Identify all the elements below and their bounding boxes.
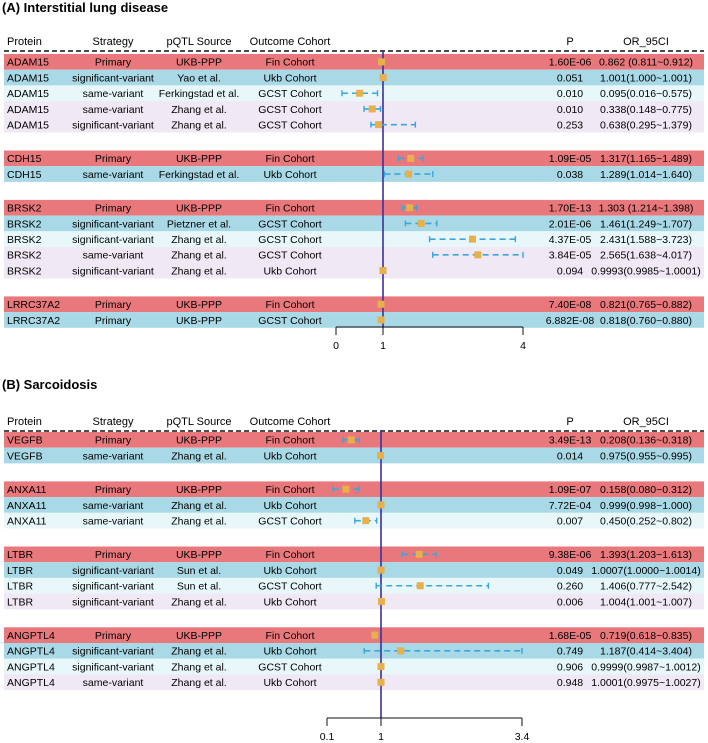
or-ci-cell: 0.095(0.016~0.575)	[600, 88, 692, 101]
point-estimate	[378, 316, 385, 323]
p-value-cell: 2.01E-06	[548, 218, 592, 231]
protein-cell: VEGFB	[7, 434, 43, 447]
pqtl-source-cell: UKB-PPP	[175, 153, 223, 166]
or-ci-cell: 1.406(0.777~2.542)	[600, 580, 692, 593]
or-ci-cell: 2.565(1.638~4.017)	[600, 249, 692, 262]
p-value-cell: 7.72E-04	[548, 499, 592, 512]
p-value-cell: 0.051	[556, 72, 584, 85]
point-estimate	[378, 301, 385, 308]
strategy-cell: Primary	[94, 484, 132, 497]
point-estimate	[407, 155, 414, 162]
pqtl-source-cell: Ferkingstad et al.	[158, 168, 240, 181]
p-value-cell: 0.253	[556, 119, 584, 132]
protein-cell: ADAM15	[7, 119, 50, 132]
outcome-cohort-cell: Fin Cohort	[265, 630, 315, 642]
protein-cell: ADAM15	[7, 72, 50, 85]
p-value-cell: 0.749	[556, 645, 584, 658]
strategy-cell: Primary	[94, 549, 132, 562]
strategy-cell: same-variant	[82, 677, 144, 690]
point-estimate	[375, 121, 382, 128]
pqtl-source-cell: Zhang et al.	[171, 450, 227, 463]
outcome-cohort-cell: GCST Cohort	[258, 580, 322, 593]
point-estimate	[469, 236, 476, 243]
point-estimate	[348, 436, 355, 443]
outcome-cohort-cell: GCST Cohort	[258, 515, 322, 528]
outcome-cohort-cell: GCST Cohort	[258, 249, 322, 262]
pqtl-source-cell: UKB-PPP	[175, 314, 223, 327]
strategy-cell: significant-variant	[72, 661, 154, 674]
pqtl-source-cell: Zhang et al.	[171, 119, 227, 132]
point-estimate	[418, 220, 425, 227]
or-ci-cell: 1.317(1.165~1.489)	[600, 153, 692, 166]
outcome-cohort-cell: GCST Cohort	[258, 218, 322, 231]
or-ci-cell: 1.0001(0.9975~1.0027)	[591, 677, 701, 690]
strategy-cell: Primary	[94, 630, 132, 642]
point-estimate	[369, 105, 376, 112]
or-ci-cell: 0.862 (0.811~0.912)	[598, 56, 694, 69]
point-estimate	[406, 204, 413, 211]
column-header: Strategy	[92, 416, 134, 428]
or-ci-cell: 1.0007(1.0000~1.0014)	[591, 564, 701, 577]
pqtl-source-cell: Sun et al.	[176, 564, 222, 577]
x-tick-label: 0.1	[319, 731, 335, 743]
outcome-cohort-cell: GCST Cohort	[258, 314, 322, 327]
or-ci-cell: 2.431(1.588~3.723)	[600, 234, 692, 246]
protein-cell: ANGPTL4	[7, 677, 55, 690]
outcome-cohort-cell: Fin Cohort	[265, 153, 315, 166]
pqtl-source-cell: UKB-PPP	[175, 56, 223, 69]
column-header: P	[566, 36, 574, 48]
pqtl-source-cell: Sun et al.	[176, 580, 222, 593]
strategy-cell: Primary	[94, 202, 132, 215]
x-tick-label: 1	[378, 731, 384, 743]
pqtl-source-cell: UKB-PPP	[175, 299, 223, 312]
strategy-cell: significant-variant	[72, 580, 154, 593]
protein-cell: LTBR	[7, 549, 34, 562]
strategy-cell: significant-variant	[72, 119, 154, 132]
p-value-cell: 1.60E-06	[548, 56, 592, 69]
point-estimate	[378, 598, 385, 605]
outcome-cohort-cell: Fin Cohort	[265, 56, 315, 69]
strategy-cell: significant-variant	[72, 645, 154, 658]
panel-title: (A) Interstitial lung disease	[2, 0, 169, 15]
protein-cell: CDH15	[7, 153, 42, 166]
strategy-cell: significant-variant	[72, 265, 154, 278]
pqtl-source-cell: UKB-PPP	[175, 549, 223, 562]
pqtl-source-cell: Zhang et al.	[171, 677, 227, 690]
column-header: Protein	[7, 416, 42, 428]
protein-cell: ANGPTL4	[7, 661, 55, 674]
outcome-cohort-cell: GCST Cohort	[258, 103, 322, 116]
point-estimate	[378, 679, 385, 686]
p-value-cell: 6.882E-08	[545, 314, 595, 327]
outcome-cohort-cell: Ukb Cohort	[263, 450, 317, 463]
protein-cell: ANGPTL4	[7, 645, 55, 658]
strategy-cell: same-variant	[82, 168, 144, 181]
pqtl-source-cell: Zhang et al.	[171, 515, 227, 528]
p-value-cell: 4.37E-05	[548, 234, 592, 246]
protein-cell: ADAM15	[7, 88, 50, 101]
or-ci-cell: 0.450(0.252~0.802)	[600, 515, 692, 528]
strategy-cell: same-variant	[82, 499, 144, 512]
p-value-cell: 0.038	[556, 168, 584, 181]
protein-cell: LRRC37A2	[7, 299, 61, 312]
p-value-cell: 0.014	[556, 450, 584, 463]
or-ci-cell: 1.303 (1.214~1.398)	[598, 202, 694, 215]
outcome-cohort-cell: Ukb Cohort	[263, 677, 317, 690]
pqtl-source-cell: Zhang et al.	[171, 265, 227, 278]
column-header: Outcome Cohort	[249, 36, 331, 48]
point-estimate	[379, 267, 386, 274]
p-value-cell: 1.68E-05	[548, 630, 592, 642]
column-header: Outcome Cohort	[249, 416, 331, 428]
strategy-cell: same-variant	[82, 249, 144, 262]
strategy-cell: Primary	[94, 153, 132, 166]
pqtl-source-cell: Zhang et al.	[171, 645, 227, 658]
or-ci-cell: 1.187(0.414~3.404)	[600, 645, 692, 658]
pqtl-source-cell: Zhang et al.	[171, 596, 227, 609]
or-ci-cell: 0.638(0.295~1.379)	[600, 119, 692, 132]
pqtl-source-cell: UKB-PPP	[175, 202, 223, 215]
or-ci-cell: 0.9999(0.9987~1.0012)	[591, 661, 701, 674]
outcome-cohort-cell: GCST Cohort	[258, 119, 322, 132]
or-ci-cell: 1.004(1.001~1.007)	[600, 596, 692, 609]
pqtl-source-cell: Zhang et al.	[171, 661, 227, 674]
p-value-cell: 0.010	[556, 103, 584, 116]
or-ci-cell: 1.393(1.203~1.613)	[600, 549, 692, 562]
protein-cell: LTBR	[7, 564, 34, 577]
strategy-cell: same-variant	[82, 88, 144, 101]
protein-cell: BRSK2	[7, 202, 42, 215]
or-ci-cell: 0.818(0.760~0.880)	[600, 314, 692, 327]
pqtl-source-cell: Zhang et al.	[171, 103, 227, 116]
panel-title: (B) Sarcoidosis	[2, 377, 98, 392]
outcome-cohort-cell: GCST Cohort	[258, 234, 322, 246]
outcome-cohort-cell: Fin Cohort	[265, 549, 315, 562]
p-value-cell: 7.40E-08	[548, 299, 592, 312]
or-ci-cell: 0.158(0.080~0.312)	[600, 484, 692, 497]
column-header: pQTL Source	[166, 416, 232, 428]
or-ci-cell: 0.338(0.148~0.775)	[600, 103, 692, 116]
protein-cell: CDH15	[7, 168, 42, 181]
p-value-cell: 0.006	[556, 596, 584, 609]
point-estimate	[474, 251, 481, 258]
protein-cell: ADAM15	[7, 103, 50, 116]
outcome-cohort-cell: Ukb Cohort	[263, 168, 317, 181]
strategy-cell: same-variant	[82, 450, 144, 463]
pqtl-source-cell: UKB-PPP	[175, 630, 223, 642]
strategy-cell: Primary	[94, 56, 132, 69]
outcome-cohort-cell: Ukb Cohort	[263, 265, 317, 278]
p-value-cell: 1.09E-07	[548, 484, 592, 497]
x-tick-label: 3.4	[514, 731, 530, 743]
protein-cell: BRSK2	[7, 218, 42, 231]
protein-cell: BRSK2	[7, 234, 42, 246]
strategy-cell: same-variant	[82, 515, 144, 528]
p-value-cell: 3.49E-13	[548, 434, 592, 447]
or-ci-cell: 0.975(0.955~0.995)	[600, 450, 692, 463]
point-estimate	[416, 551, 423, 558]
outcome-cohort-cell: Fin Cohort	[265, 434, 315, 447]
forest-panel-b	[2, 377, 704, 743]
protein-cell: LRRC37A2	[7, 314, 61, 327]
x-tick-label: 1	[380, 340, 386, 352]
protein-cell: ANXA11	[7, 484, 47, 497]
point-estimate	[378, 567, 385, 574]
protein-cell: BRSK2	[7, 265, 42, 278]
point-estimate	[356, 90, 363, 97]
or-ci-cell: 0.9993(0.9985~1.0001)	[591, 265, 701, 278]
point-estimate	[397, 647, 404, 654]
pqtl-source-cell: Zhang et al.	[171, 499, 227, 512]
column-header: P	[566, 416, 574, 428]
strategy-cell: significant-variant	[72, 234, 154, 246]
point-estimate	[405, 171, 412, 178]
column-header: pQTL Source	[166, 36, 232, 48]
point-estimate	[377, 501, 384, 508]
pqtl-source-cell: Zhang et al.	[171, 234, 227, 246]
column-header: OR_95CI	[623, 36, 669, 48]
point-estimate	[377, 663, 384, 670]
point-estimate	[371, 632, 378, 639]
column-header: OR_95CI	[623, 416, 669, 428]
strategy-cell: significant-variant	[72, 72, 154, 85]
strategy-cell: Primary	[94, 299, 132, 312]
outcome-cohort-cell: Fin Cohort	[265, 299, 315, 312]
outcome-cohort-cell: Ukb Cohort	[263, 564, 317, 577]
p-value-cell: 0.906	[556, 661, 584, 674]
pqtl-source-cell: Yao et al.	[177, 72, 221, 85]
protein-cell: LTBR	[7, 580, 34, 593]
p-value-cell: 0.010	[556, 88, 584, 101]
or-ci-cell: 0.821(0.765~0.882)	[600, 299, 692, 312]
outcome-cohort-cell: Ukb Cohort	[263, 596, 317, 609]
outcome-cohort-cell: Ukb Cohort	[263, 499, 317, 512]
or-ci-cell: 1.001(1.000~1.001)	[600, 72, 692, 85]
pqtl-source-cell: Ferkingstad et al.	[158, 88, 240, 101]
pqtl-source-cell: UKB-PPP	[175, 434, 223, 447]
outcome-cohort-cell: Ukb Cohort	[263, 645, 317, 658]
point-estimate	[362, 517, 369, 524]
outcome-cohort-cell: GCST Cohort	[258, 88, 322, 101]
protein-cell: BRSK2	[7, 249, 42, 262]
or-ci-cell: 0.999(0.998~1.000)	[600, 499, 692, 512]
strategy-cell: Primary	[94, 314, 132, 327]
point-estimate	[377, 452, 384, 459]
protein-cell: ADAM15	[7, 56, 50, 69]
or-ci-cell: 0.719(0.618~0.835)	[600, 630, 692, 642]
p-value-cell: 0.007	[556, 515, 584, 528]
p-value-cell: 0.094	[556, 265, 584, 278]
pqtl-source-cell: UKB-PPP	[175, 484, 223, 497]
outcome-cohort-cell: GCST Cohort	[258, 661, 322, 674]
p-value-cell: 9.38E-06	[548, 549, 592, 562]
p-value-cell: 1.09E-05	[548, 153, 592, 166]
p-value-cell: 0.049	[556, 564, 584, 577]
point-estimate	[342, 486, 349, 493]
column-header: Protein	[7, 36, 42, 48]
forest-panel-a	[2, 0, 704, 352]
p-value-cell: 0.948	[556, 677, 584, 690]
or-ci-cell: 0.208(0.136~0.318)	[600, 434, 692, 447]
pqtl-source-cell: Pietzner et al.	[166, 218, 232, 231]
strategy-cell: significant-variant	[72, 596, 154, 609]
protein-cell: ANGPTL4	[7, 630, 55, 642]
x-tick-label: 0	[333, 340, 339, 352]
protein-cell: ANXA11	[7, 515, 47, 528]
pqtl-source-cell: Zhang et al.	[171, 249, 227, 262]
strategy-cell: same-variant	[82, 103, 144, 116]
point-estimate	[380, 74, 387, 81]
p-value-cell: 1.70E-13	[548, 202, 592, 215]
point-estimate	[417, 582, 424, 589]
strategy-cell: significant-variant	[72, 218, 154, 231]
protein-cell: LTBR	[7, 596, 34, 609]
or-ci-cell: 1.461(1.249~1.707)	[600, 218, 692, 231]
or-ci-cell: 1.289(1.014~1.640)	[600, 168, 692, 181]
strategy-cell: significant-variant	[72, 564, 154, 577]
x-tick-label: 4	[520, 340, 526, 352]
strategy-cell: Primary	[94, 434, 132, 447]
column-header: Strategy	[92, 36, 134, 48]
outcome-cohort-cell: Fin Cohort	[265, 202, 315, 215]
protein-cell: VEGFB	[7, 450, 43, 463]
p-value-cell: 3.84E-05	[548, 249, 592, 262]
point-estimate	[378, 58, 385, 65]
outcome-cohort-cell: Ukb Cohort	[263, 72, 317, 85]
outcome-cohort-cell: Fin Cohort	[265, 484, 315, 497]
p-value-cell: 0.260	[556, 580, 584, 593]
protein-cell: ANXA11	[7, 499, 47, 512]
